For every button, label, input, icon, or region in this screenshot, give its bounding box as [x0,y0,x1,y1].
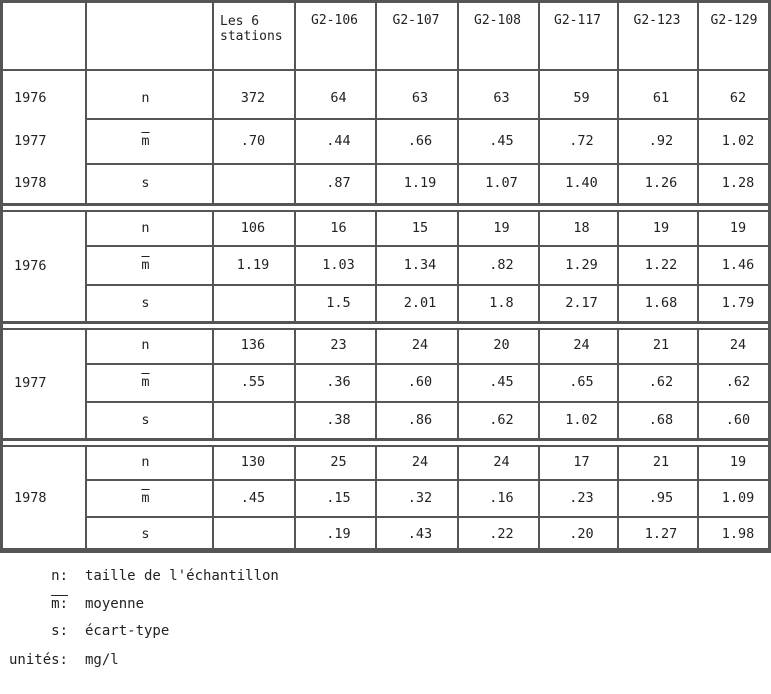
legend-text: mg/l [85,652,119,668]
header-station-label: G2-107 [392,13,440,28]
value: .86 [407,411,433,428]
all-stations-value: 130 [240,453,266,470]
group-separator [2,204,769,212]
stat-label: n [141,219,150,236]
value: .60 [725,411,751,428]
value: 1.29 [565,256,598,273]
value: 64 [330,89,347,106]
all-stations-value: .55 [240,374,266,390]
stat-label: s [141,175,150,191]
value: 2.17 [565,294,598,311]
header-station-cell [697,0,771,71]
stat-label: n [141,89,150,106]
value: 19 [493,219,510,236]
year-label: 1976 [14,257,47,274]
value: .45 [489,132,514,149]
value: 23 [330,337,347,353]
value: 19 [729,219,747,236]
value: 1.03 [322,256,355,273]
value: 1.46 [721,256,755,273]
value: 20 [493,337,510,353]
value: 2.01 [403,294,437,311]
value: 1.40 [565,175,598,191]
value: .32 [407,489,433,506]
year-label: 1978 [14,489,47,506]
value: 1.26 [644,175,678,191]
value: 1.07 [485,175,518,191]
group-separator [2,439,769,447]
header-corner-cell [0,0,87,71]
value: 1.19 [403,175,437,191]
value: 15 [411,219,429,236]
header-station-label: G2-123 [633,13,681,28]
value: 62 [729,89,747,106]
header-station-cell [375,0,459,71]
all-stations-value: .45 [240,489,266,506]
stat-label: s [141,411,150,428]
value: .44 [326,132,351,149]
value: 61 [652,89,670,106]
value: .19 [326,525,351,542]
value: .15 [326,489,351,506]
group-separator [2,322,769,330]
value: .66 [407,132,433,149]
value: 24 [573,337,590,353]
value: 25 [330,453,347,470]
value: 1.28 [721,175,755,191]
stat-label: $\overline{m}$ [141,132,150,149]
legend-text: taille de l'échantillon [85,568,279,584]
value: 24 [729,337,747,353]
legend-text: moyenne [85,596,145,612]
value: 1.22 [644,256,678,273]
stat-label: s [141,525,150,542]
value: 1.8 [489,294,514,311]
value: .65 [569,374,594,390]
value: 1.98 [721,525,755,542]
legend-key: unités: [8,652,68,668]
all-stations-cell [212,284,296,323]
year-label: 1978 [14,175,47,191]
stat-label: s [141,294,150,311]
stat-label: $\overline{m}$ [141,374,150,390]
all-stations-value: 372 [240,89,266,106]
value: .22 [489,525,514,542]
header-station-cell [294,0,377,71]
value: 16 [330,219,347,236]
all-stations-value: 106 [240,219,266,236]
stat-label: $\overline{m}$ [141,489,150,506]
value: 19 [729,453,747,470]
value: .36 [326,374,351,390]
value: 21 [652,337,670,353]
stat-label: n [141,453,150,470]
header-stations-label: Les 6 stations [220,14,283,44]
value: .45 [489,374,514,390]
value: 59 [573,89,590,106]
header-station-label: G2-108 [474,13,521,28]
value: 24 [493,453,510,470]
header-stat-cell [85,0,214,71]
all-stations-value: 1.19 [236,256,270,273]
value: .82 [489,256,514,273]
value: 17 [573,453,590,470]
value: 1.27 [644,525,678,542]
all-stations-cell [212,516,296,553]
legend-key: m: [51,596,68,612]
value: .43 [407,525,433,542]
all-stations-value: 136 [240,337,266,353]
value: 24 [411,337,429,353]
header-station-label: G2-117 [554,13,601,28]
value: 1.68 [644,294,678,311]
value: .62 [489,411,514,428]
header-station-label: G2-129 [710,13,758,28]
header-station-cell [457,0,540,71]
value: .72 [569,132,594,149]
value: .92 [648,132,674,149]
value: 1.34 [403,256,437,273]
all-stations-cell [212,163,296,205]
value: 1.09 [721,489,755,506]
value: 19 [652,219,670,236]
value: .95 [648,489,674,506]
header-station-cell [538,0,619,71]
value: .87 [326,175,351,191]
year-label: 1977 [14,374,47,391]
value: 21 [652,453,670,470]
legend-key: s: [51,623,68,639]
year-label: 1976 [14,89,47,106]
value: .68 [648,411,674,428]
value: 63 [493,89,510,106]
all-stations-cell [212,401,296,440]
value: .20 [569,525,594,542]
value: .16 [489,489,514,506]
value: 1.5 [326,294,351,311]
value: 1.02 [565,411,598,428]
header-station-cell [617,0,699,71]
stat-label: $\overline{m}$ [141,256,150,273]
year-label: 1977 [14,132,47,149]
value: 1.02 [721,132,755,149]
value: .62 [648,374,674,390]
value: .23 [569,489,594,506]
header-station-label: G2-106 [311,13,358,28]
value: .62 [725,374,751,390]
legend-key: n: [51,568,68,584]
value: 24 [411,453,429,470]
value: .38 [326,411,351,428]
legend-text: écart-type [85,623,170,639]
value: 18 [573,219,590,236]
value: .60 [407,374,433,390]
all-stations-value: .70 [240,132,266,149]
value: 63 [411,89,429,106]
header-stations-cell [212,0,296,71]
stat-label: n [141,337,150,353]
value: 1.79 [721,294,755,311]
